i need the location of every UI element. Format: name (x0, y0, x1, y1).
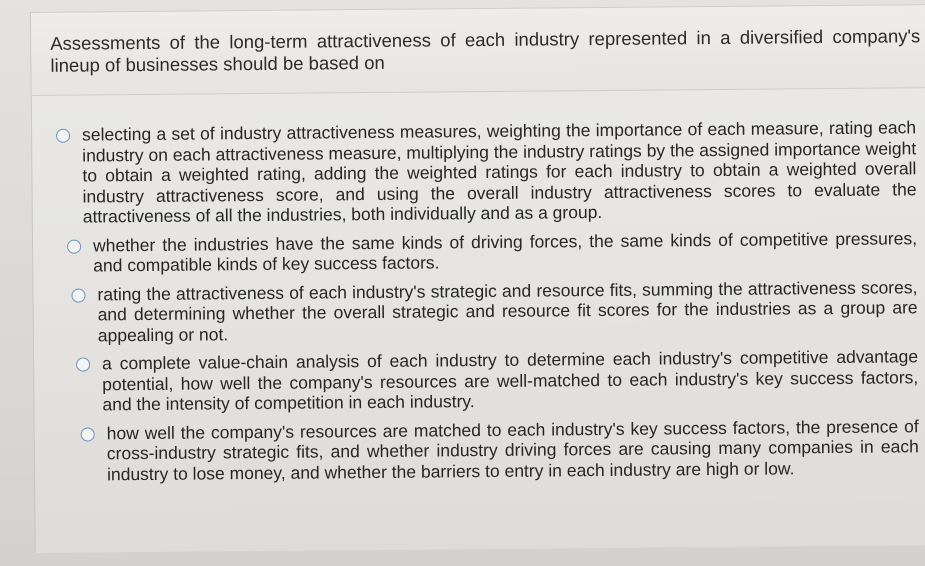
radio-button-1[interactable] (56, 129, 70, 143)
answer-option-3-label: rating the attractiveness of each industry's strategic and resource fits, summing the attractiveness scores, and determining whether the overall strategic and resource fit scores for the industries as a group are appealing or not. (97, 276, 918, 345)
question-text: Assessments of the long-term attractiveness of each industry represented in a diversified company's lineup of businesses should be based on (50, 25, 921, 76)
answer-option-4-label: a complete value-chain analysis of each industry to determine each industry's competitive advantage potential, how well the company's resources are well-matched to each industry's key success factors, and the intensity of competition in each industry. (101, 346, 919, 415)
question-header (31, 5, 925, 96)
answer-option-2[interactable] (57, 228, 917, 277)
answer-options (56, 117, 919, 492)
answer-option-5[interactable] (59, 416, 920, 485)
answer-option-3[interactable] (57, 277, 918, 346)
answer-option-4[interactable] (58, 346, 919, 415)
answer-option-5-label: how well the company's resources are matched to each industry's key success factors, the presence of cross-industry strategic fits, and whether industry driving forces are causing many companies in each industry to lose money, and whether the barriers to entry in each industry are high or low. (106, 415, 919, 484)
answer-option-2-label: whether the industries have the same kinds of driving forces, the same kinds of competitive pressures, and compatible kinds of key success factors. (92, 227, 918, 276)
radio-button-5[interactable] (81, 427, 95, 441)
question-card (30, 4, 925, 553)
radio-button-2[interactable] (67, 239, 81, 253)
answer-option-1[interactable] (56, 117, 917, 227)
radio-button-4[interactable] (76, 357, 90, 371)
radio-button-3[interactable] (71, 288, 85, 302)
answer-option-1-label: selecting a set of industry attractiveness measures, weighting the importance of each measure, rating each industry on each attractiveness measure, multiplying the industry ratings by the assigned importance weight to obtain a weighted rating, adding the weighted ratings for each industry to obtain a weighted overall industry attractiveness score, and using the overall industry attractiveness scores to evaluate the attractiveness of all the industries, both individually and as a group. (81, 117, 917, 227)
